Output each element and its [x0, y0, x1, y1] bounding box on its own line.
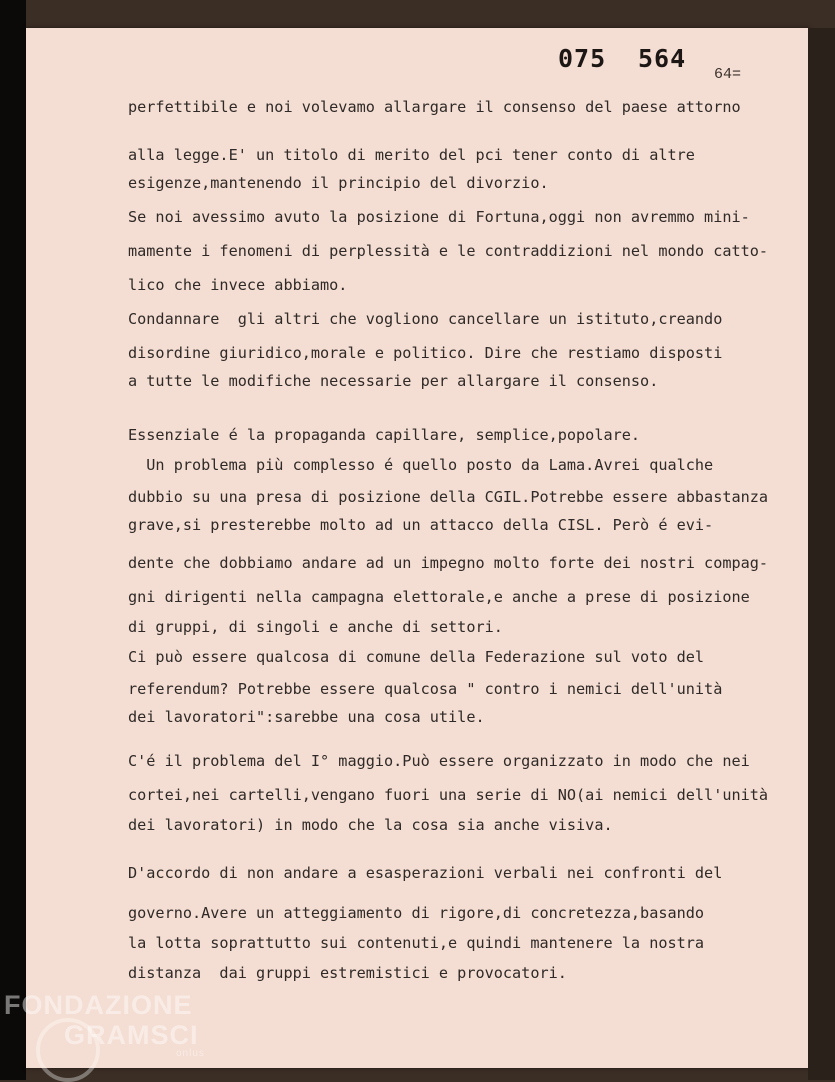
text-line: mamente i fenomeni di perplessità e le contraddizioni nel mondo catto-	[128, 242, 769, 260]
archive-stamp-right: 564	[638, 44, 687, 73]
text-line: di gruppi, di singoli e anche di settori.	[128, 618, 503, 636]
watermark-line-1: FONDAZIONE	[4, 990, 193, 1020]
text-line: D'accordo di non andare a esasperazioni verbali nei confronti del	[128, 864, 723, 882]
text-line: referendum? Potrebbe essere qualcosa " contro i nemici dell'unità	[128, 680, 723, 698]
watermark-line-2: GRAMSCI	[64, 1020, 199, 1050]
text-line: grave,si presterebbe molto ad un attacco della CISL. Però é evi-	[128, 516, 714, 534]
text-line: esigenze,mantenendo il principio del divorzio.	[128, 174, 549, 192]
text-line: Ci può essere qualcosa di comune della Federazione sul voto del	[128, 648, 705, 666]
text-line: alla legge.E' un titolo di merito del pci tener conto di altre	[128, 146, 695, 164]
text-line: Un problema più complesso é quello posto da Lama.Avrei qualche	[128, 456, 714, 474]
text-line: Se noi avessimo avuto la posizione di Fortuna,oggi non avremmo mini-	[128, 208, 750, 226]
text-line: lico che invece abbiamo.	[128, 276, 348, 294]
text-line: dente che dobbiamo andare ad un impegno molto forte dei nostri compag-	[128, 554, 769, 572]
text-line: dei lavoratori":sarebbe una cosa utile.	[128, 708, 485, 726]
text-line: distanza dai gruppi estremistici e provocatori.	[128, 964, 567, 982]
text-line: Condannare gli altri che vogliono cancellare un istituto,creando	[128, 310, 723, 328]
page-number: 64=	[714, 66, 742, 83]
text-line: C'é il problema del I° maggio.Può essere organizzato in modo che nei	[128, 752, 750, 770]
text-line: Essenziale é la propaganda capillare, semplice,popolare.	[128, 426, 641, 444]
text-line: a tutte le modifiche necessarie per allargare il consenso.	[128, 372, 659, 390]
watermark-line-3: onlus	[176, 1048, 205, 1059]
text-line: disordine giuridico,morale e politico. Dire che restiamo disposti	[128, 344, 723, 362]
text-line: perfettibile e noi volevamo allargare il consenso del paese attorno	[128, 98, 741, 116]
scanner-frame-left	[0, 0, 26, 1080]
text-line: la lotta soprattutto sui contenuti,e quindi mantenere la nostra	[128, 934, 705, 952]
text-line: cortei,nei cartelli,vengano fuori una serie di NO(ai nemici dell'unità	[128, 786, 769, 804]
scanner-frame-right	[808, 28, 835, 1080]
text-line: dubbio su una presa di posizione della CGIL.Potrebbe essere abbastanza	[128, 488, 769, 506]
text-line: dei lavoratori) in modo che la cosa sia anche visiva.	[128, 816, 613, 834]
archive-stamp-left: 075	[558, 44, 607, 73]
watermark	[4, 990, 205, 1059]
text-line: gni dirigenti nella campagna elettorale,e anche a prese di posizione	[128, 588, 750, 606]
text-line: governo.Avere un atteggiamento di rigore,di concretezza,basando	[128, 904, 705, 922]
